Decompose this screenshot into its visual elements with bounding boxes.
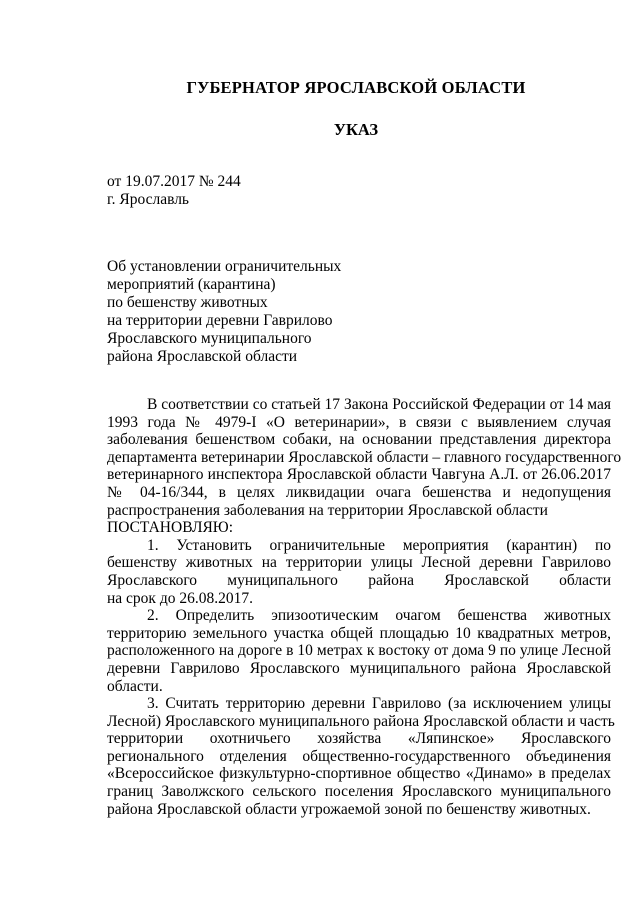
item-line: Ярославского муниципального района Ярославской области [107, 571, 611, 589]
document-type-title: УКАЗ [333, 120, 379, 139]
item-line: района Ярославской области угрожаемой зоной по бешенству животных. [107, 800, 591, 818]
item-line: границ Заволжского сельского поселения Ярославского муниципального [107, 783, 611, 801]
subject-line: по бешенству животных [107, 294, 268, 311]
item-line: 2. Определить эпизоотическим очагом бешенства животных [147, 607, 611, 625]
item-line: 3. Считать территорию деревни Гаврилово (за исключением улицы [147, 695, 611, 713]
document-meta [107, 173, 241, 209]
preamble-paragraph [107, 396, 622, 519]
issuing-authority-title: ГУБЕРНАТОР ЯРОСЛАВСКОЙ ОБЛАСТИ [186, 78, 526, 97]
item-line: на срок до 26.08.2017. [107, 589, 253, 607]
item-line: области. [107, 677, 163, 695]
preamble-line: распространения заболевания на территории Ярославской области [107, 501, 548, 519]
item-line: «Всероссийское физкультурно-спортивное общество «Динамо» в пределах [107, 765, 611, 783]
item-line: расположенного на дороге в 10 метрах к востоку от дома 9 по улице Лесной [107, 642, 611, 660]
subject-line: Ярославского муниципального [107, 330, 312, 347]
subject-line: района Ярославской области [107, 348, 298, 365]
preamble-line: заболевания бешенством собаки, на основании представления директора [107, 431, 611, 449]
preamble-line: ветеринарного инспектора Ярославской области Чавгуна А.Л. от 26.06.2017 [107, 466, 611, 484]
item-line: регионального отделения общественно-государственного объединения [107, 747, 611, 765]
preamble-line: В соответствии со статьей 17 Закона Российской Федерации от 14 мая [147, 396, 611, 413]
preamble-line: департамента ветеринарии Ярославской области – главного государственного [107, 448, 622, 466]
item-line: территории охотничьего хозяйства «Ляпинское» Ярославского [107, 730, 611, 748]
preamble-line: № 04-16/344, в целях ликвидации очага бешенства и недопущения [107, 483, 611, 501]
decree-item-2 [107, 607, 611, 695]
item-line: деревни Гаврилово Ярославского муниципального района Ярославской [107, 659, 611, 677]
subject-line: на территории деревни Гаврилово [107, 312, 333, 329]
item-line: Лесной) Ярославского муниципального района Ярославской области и часть [107, 712, 615, 730]
item-line: бешенству животных на территории улицы Лесной деревни Гаврилово [107, 554, 611, 572]
date-number: от 19.07.2017 № 244 [107, 173, 241, 190]
decree-item-1 [107, 537, 611, 607]
preamble-line: 1993 года № 4979-I «О ветеринарии», в связи с выявлением случая [107, 413, 611, 431]
decree-verb: ПОСТАНОВЛЯЮ: [107, 519, 234, 537]
subject-line: Об установлении ограничительных [107, 258, 342, 275]
subject-line: мероприятий (карантина) [107, 276, 276, 293]
item-line: 1. Установить ограничительные мероприятия (карантин) по [147, 536, 611, 554]
document-subject [107, 258, 341, 366]
item-line: территорию земельного участка общей площадью 10 квадратных метров, [107, 624, 611, 642]
document-body [107, 396, 622, 818]
city: г. Ярославль [107, 191, 189, 208]
decree-item-3 [107, 695, 615, 818]
